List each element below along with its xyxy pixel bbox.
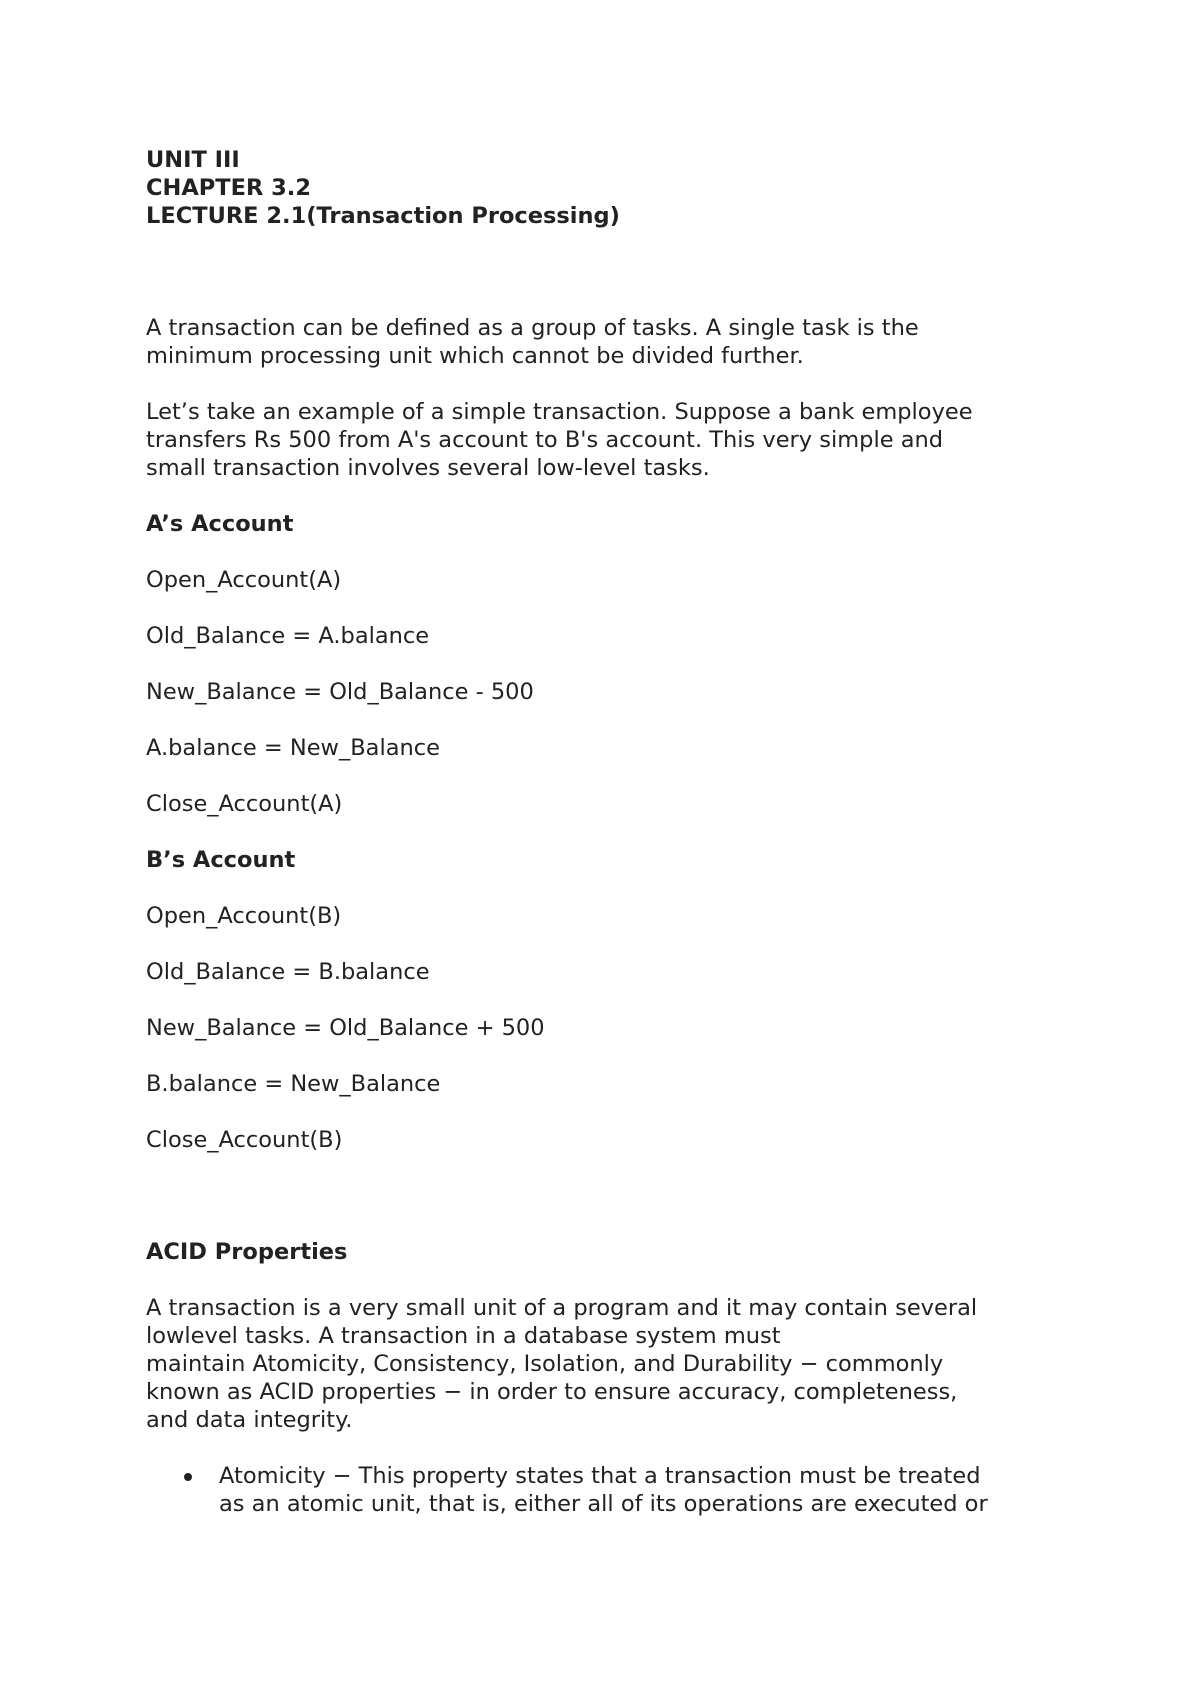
account-a-step: A.balance = New_Balance bbox=[146, 735, 440, 761]
unit-title: UNIT III bbox=[146, 147, 240, 173]
acid-line: and data integrity. bbox=[146, 1407, 353, 1433]
account-b-step: Close_Account(B) bbox=[146, 1127, 343, 1153]
account-a-step: New_Balance = Old_Balance - 500 bbox=[146, 679, 534, 705]
chapter-title: CHAPTER 3.2 bbox=[146, 175, 311, 201]
acid-properties-list bbox=[146, 1462, 1076, 1518]
bullet-icon bbox=[184, 1473, 192, 1481]
definition-line: A transaction can be defined as a group of tasks. A single task is the bbox=[146, 315, 919, 341]
account-a-step: Old_Balance = A.balance bbox=[146, 623, 430, 649]
acid-line: lowlevel tasks. A transaction in a database system must bbox=[146, 1323, 781, 1349]
document-page bbox=[146, 146, 1076, 1518]
acid-line: known as ACID properties − in order to ensure accuracy, completeness, bbox=[146, 1379, 958, 1405]
example-line: small transaction involves several low-level tasks. bbox=[146, 455, 710, 481]
example-line: Let’s take an example of a simple transaction. Suppose a bank employee bbox=[146, 399, 973, 425]
atomicity-line: as an atomic unit, that is, either all of its operations are executed or bbox=[219, 1491, 988, 1517]
account-b-step: B.balance = New_Balance bbox=[146, 1071, 441, 1097]
definition-line: minimum processing unit which cannot be divided further. bbox=[146, 343, 804, 369]
acid-description bbox=[146, 1294, 1076, 1434]
acid-line: A transaction is a very small unit of a program and it may contain several bbox=[146, 1295, 978, 1321]
document-header bbox=[146, 146, 1076, 230]
transaction-example bbox=[146, 398, 1076, 482]
acid-line: maintain Atomicity, Consistency, Isolation, and Durability − commonly bbox=[146, 1351, 944, 1377]
example-line: transfers Rs 500 from A's account to B's account. This very simple and bbox=[146, 427, 944, 453]
account-a-step: Close_Account(A) bbox=[146, 791, 343, 817]
transaction-definition bbox=[146, 314, 1076, 370]
account-b-step: New_Balance = Old_Balance + 500 bbox=[146, 1015, 545, 1041]
atomicity-line: Atomicity − This property states that a transaction must be treated bbox=[219, 1463, 981, 1489]
account-a-step: Open_Account(A) bbox=[146, 567, 342, 593]
account-b-step: Open_Account(B) bbox=[146, 903, 342, 929]
account-b-step: Old_Balance = B.balance bbox=[146, 959, 430, 985]
acid-heading: ACID Properties bbox=[146, 1239, 348, 1265]
lecture-title: LECTURE 2.1(Transaction Processing) bbox=[146, 203, 620, 229]
list-item-atomicity bbox=[146, 1462, 1076, 1518]
account-b-heading: B’s Account bbox=[146, 847, 296, 873]
account-a-heading: A’s Account bbox=[146, 511, 294, 537]
